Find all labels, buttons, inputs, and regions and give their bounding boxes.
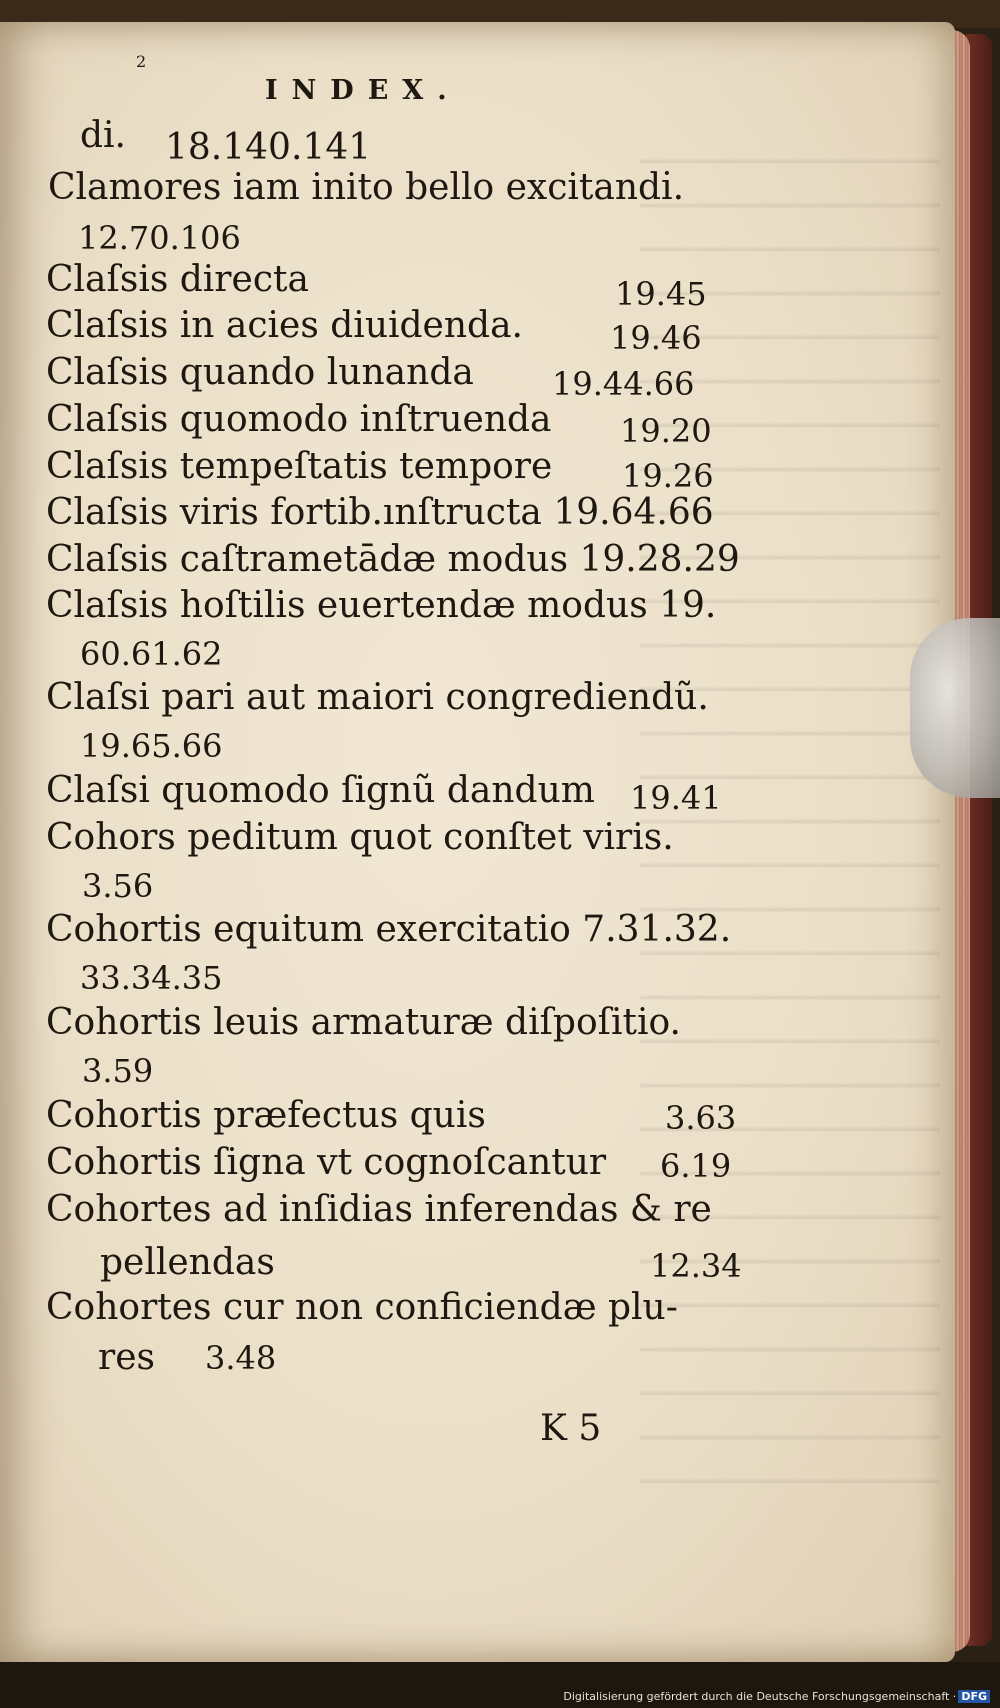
index-entry-text: res: [98, 1337, 155, 1378]
index-entry-continuation: 3.59: [82, 1052, 154, 1090]
index-entry-text: Claſsis caſtrametādæ modus 19.28.29: [46, 539, 740, 580]
index-entry-continuation: 60.61.62: [80, 635, 223, 673]
index-entry-ref: 6.19: [660, 1147, 732, 1185]
index-entry-ref: 19.20: [620, 412, 712, 450]
page-holder-clip: [910, 618, 1000, 798]
index-entry-continuation: 19.65.66: [80, 727, 223, 765]
digitization-credit: [563, 1690, 990, 1703]
index-entry-ref: 19.46: [610, 319, 702, 357]
index-entry-continuation: 33.34.35: [80, 959, 223, 997]
index-entry-text: Claſsi pari aut maiori congrediendũ.: [46, 677, 709, 718]
index-entry-text: Cohortis leuis armaturæ diſpoſitio.: [46, 1002, 681, 1043]
index-entry-text: Claſsi quomodo ſignũ dandum: [46, 770, 595, 811]
index-entry-text: Clamores iam inito bello excitandi̇.: [48, 167, 685, 208]
index-entry-continuation: 3.56: [82, 867, 154, 905]
index-entry-text: Claſsis in acies diuidenda.: [46, 305, 523, 346]
dfg-logo: DFG: [958, 1690, 990, 1703]
index-entry-text: Cohortes ad inſidias inferendas & re: [46, 1189, 712, 1230]
index-entry-text: pellendas: [100, 1242, 275, 1283]
index-entry-ref: 18.140.141: [165, 127, 372, 168]
credit-text: Digitalisierung gefördert durch die Deutsche Forschungsgemeinschaft ·: [563, 1690, 957, 1703]
index-entry-text: Cohortes cur non conficiendæ plu-: [46, 1287, 678, 1328]
signature-mark: K 5: [540, 1408, 602, 1449]
index-entry-text: Cohortis ſigna vt cognoſcantur: [46, 1142, 607, 1183]
index-entry-text: Claſsis quando lunanda: [46, 352, 474, 393]
index-entry-ref: 19.44.66: [552, 365, 695, 403]
index-entry-text: Claſsis hoſtilis euertendæ modus 19.: [46, 585, 717, 626]
index-entry-text: Cohortis præfectus quis: [46, 1095, 486, 1136]
index-entry-text: Cohortis equitum exercitatio 7.31.32.: [46, 909, 732, 950]
index-entry-ref: 12.34: [650, 1247, 742, 1285]
index-entry-ref: 3.48: [205, 1339, 277, 1377]
index-entry-ref: 19.26: [622, 457, 714, 495]
running-title: INDEX.: [265, 75, 461, 106]
index-entry-text: Cohors peditum quot conſtet viris.: [46, 817, 674, 858]
index-entry-ref: 3.63: [665, 1099, 737, 1137]
index-entry-text: Claſsis tempeſtatis tempore: [46, 446, 553, 487]
folio-mark: 2: [136, 52, 147, 71]
index-entry-text: di.: [80, 115, 127, 156]
index-entry-text: Claſsis directa: [46, 259, 309, 300]
index-entry-ref: 19.41: [630, 779, 722, 817]
index-entry-text: Claſsis viris fortib.ınſtructa 19.64.66: [46, 492, 714, 533]
index-entry-ref: 19.45: [615, 275, 707, 313]
index-entry-continuation: 12.70.106: [78, 219, 241, 257]
index-entry-text: Claſsis quomodo inſtruenda: [46, 399, 552, 440]
